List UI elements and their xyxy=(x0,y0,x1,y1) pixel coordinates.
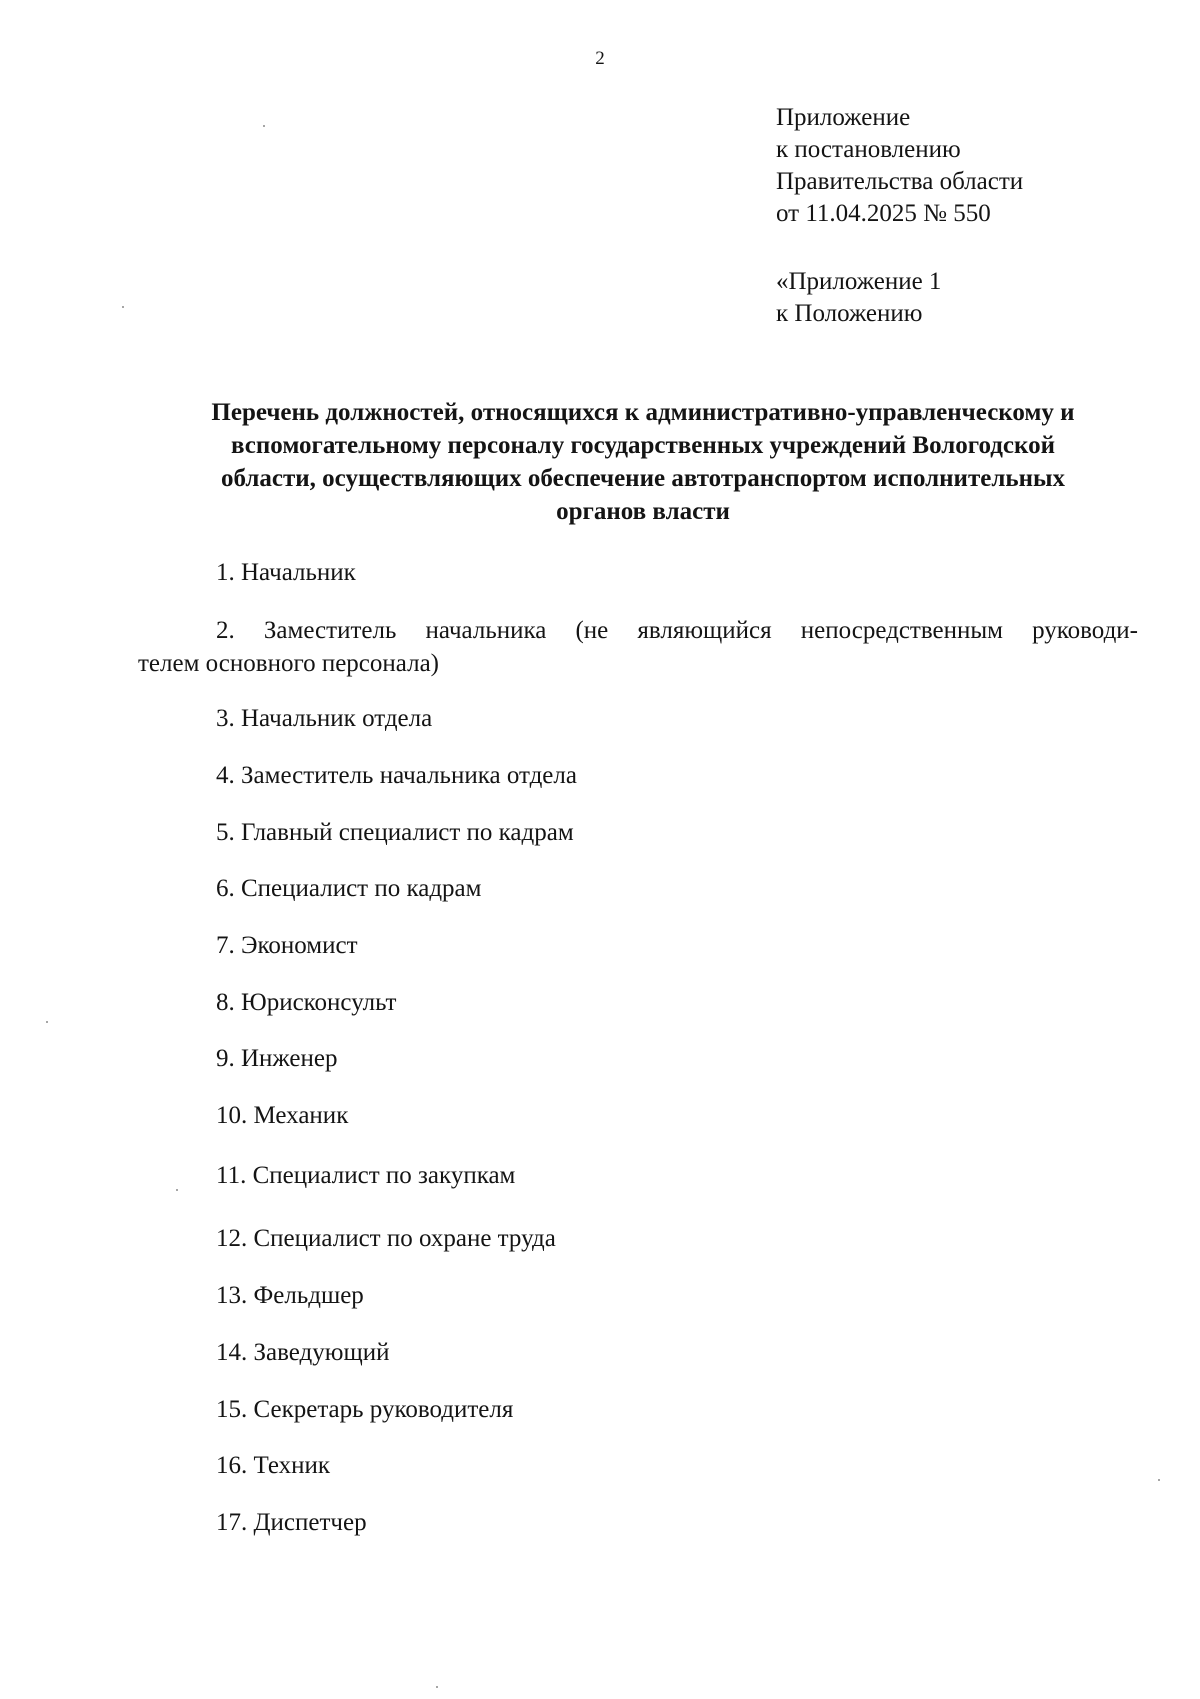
list-item-text: 6. Специалист по кадрам xyxy=(216,875,482,902)
appendix-line: Приложение xyxy=(776,104,911,131)
scan-speck xyxy=(46,1021,48,1023)
list-item xyxy=(138,1099,1138,1132)
list-item xyxy=(138,1279,1138,1312)
list-item xyxy=(138,1336,1138,1369)
appendix-line: от 11.04.2025 № 550 xyxy=(776,200,991,227)
list-item xyxy=(138,1042,1138,1075)
scan-speck xyxy=(263,125,265,127)
list-item xyxy=(138,872,1138,905)
list-item xyxy=(138,1506,1138,1539)
list-item-text: 3. Начальник отдела xyxy=(216,705,433,732)
list-item-text: 7. Экономист xyxy=(216,932,358,959)
list-item xyxy=(138,986,1138,1019)
appendix-reference-line: «Приложение 1 xyxy=(776,268,942,295)
list-item-text: 15. Секретарь руководителя xyxy=(216,1396,514,1423)
list-item xyxy=(138,816,1138,849)
list-item-text: 16. Техник xyxy=(216,1452,330,1479)
list-item-text: 17. Диспетчер xyxy=(216,1509,367,1536)
list-item xyxy=(138,759,1138,792)
list-item-text: 13. Фельдшер xyxy=(216,1282,364,1309)
scan-speck xyxy=(176,1189,178,1191)
list-item xyxy=(138,1393,1138,1426)
list-item-continuation: телем основного персонала) xyxy=(138,650,439,677)
list-item-text: 11. Специалист по закупкам xyxy=(216,1162,516,1189)
list-item-text: 2. Заместитель начальника (не являющийся непосредственным руководи- xyxy=(216,617,1138,644)
list-item xyxy=(138,1159,1138,1192)
list-item-text: 5. Главный специалист по кадрам xyxy=(216,819,574,846)
list-item xyxy=(138,614,1138,680)
list-item-text: 12. Специалист по охране труда xyxy=(216,1225,556,1252)
document-title-line: органов власти xyxy=(556,498,730,525)
list-item xyxy=(138,1222,1138,1255)
scan-speck xyxy=(436,1686,438,1688)
scan-speck xyxy=(1158,1479,1160,1481)
appendix-line: Правительства области xyxy=(776,168,1024,195)
list-item xyxy=(138,556,1138,589)
page-number: 2 xyxy=(595,48,605,69)
document-title-line: области, осуществляющих обеспечение автотранспортом исполнительных xyxy=(221,465,1065,492)
appendix-line: к постановлению xyxy=(776,136,961,163)
list-item-text: 4. Заместитель начальника отдела xyxy=(216,762,577,789)
list-item xyxy=(138,702,1138,735)
appendix-reference-line: к Положению xyxy=(776,300,923,327)
document-title-line: Перечень должностей, относящихся к административно-управленческому и xyxy=(211,399,1075,426)
list-item xyxy=(138,1449,1138,1482)
list-item-text: 1. Начальник xyxy=(216,559,356,586)
scan-speck xyxy=(122,306,124,308)
list-item-text: 9. Инженер xyxy=(216,1045,338,1072)
list-item-text: 8. Юрисконсульт xyxy=(216,989,397,1016)
list-item-text: 14. Заведующий xyxy=(216,1339,390,1366)
list-item xyxy=(138,929,1138,962)
document-title-line: вспомогательному персоналу государственных учреждений Вологодской xyxy=(230,432,1056,459)
list-item-text: 10. Механик xyxy=(216,1102,349,1129)
